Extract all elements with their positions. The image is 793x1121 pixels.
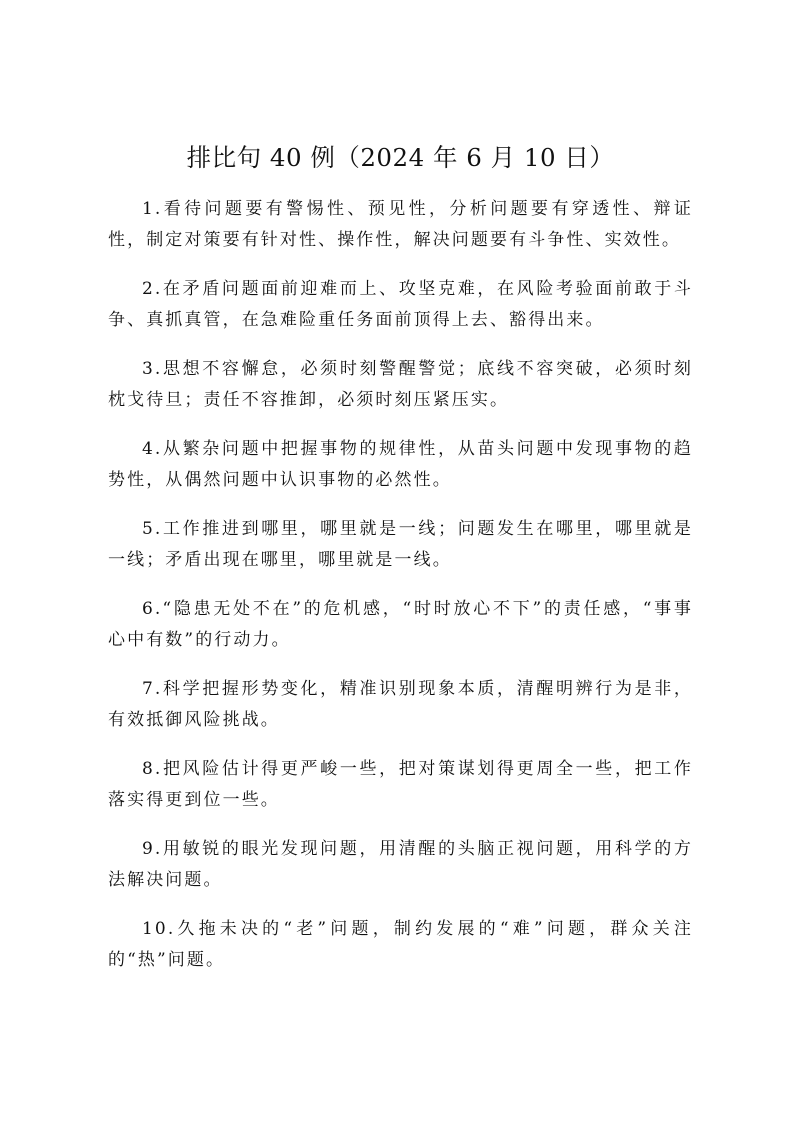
- document-title: 排比句 40 例（2024 年 6 月 10 日）: [186, 143, 615, 172]
- list-item: 6.“隐患无处不在”的危机感，“时时放心不下”的责任感，“事事心中有数”的行动力。: [108, 599, 693, 650]
- list-item: 5.工作推进到哪里，哪里就是一线；问题发生在哪里，哪里就是一线；矛盾出现在哪里，哪里就是一线。: [108, 519, 693, 570]
- list-item: 10.久拖未决的“老”问题，制约发展的“难”问题，群众关注的“热”问题。: [108, 919, 693, 970]
- list-item: 2.在矛盾问题面前迎难而上、攻坚克难，在风险考验面前敢于斗争、真抓真管，在急难险重任务面前顶得上去、豁得出来。: [108, 279, 693, 330]
- list-item: 9.用敏锐的眼光发现问题，用清醒的头脑正视问题，用科学的方法解决问题。: [108, 839, 693, 890]
- list-item: 3.思想不容懈怠，必须时刻警醒警觉；底线不容突破，必须时刻枕戈待旦；责任不容推卸，必须时刻压紧压实。: [108, 359, 693, 410]
- list-item: 8.把风险估计得更严峻一些，把对策谋划得更周全一些，把工作落实得更到位一些。: [108, 759, 693, 810]
- list-item: 1.看待问题要有警惕性、预见性，分析问题要有穿透性、辩证性，制定对策要有针对性、操作性，解决问题要有斗争性、实效性。: [108, 199, 693, 250]
- list-item: 7.科学把握形势变化，精准识别现象本质，清醒明辨行为是非，有效抵御风险挑战。: [108, 679, 693, 730]
- list-item: 4.从繁杂问题中把握事物的规律性，从苗头问题中发现事物的趋势性，从偶然问题中认识事物的必然性。: [108, 439, 693, 490]
